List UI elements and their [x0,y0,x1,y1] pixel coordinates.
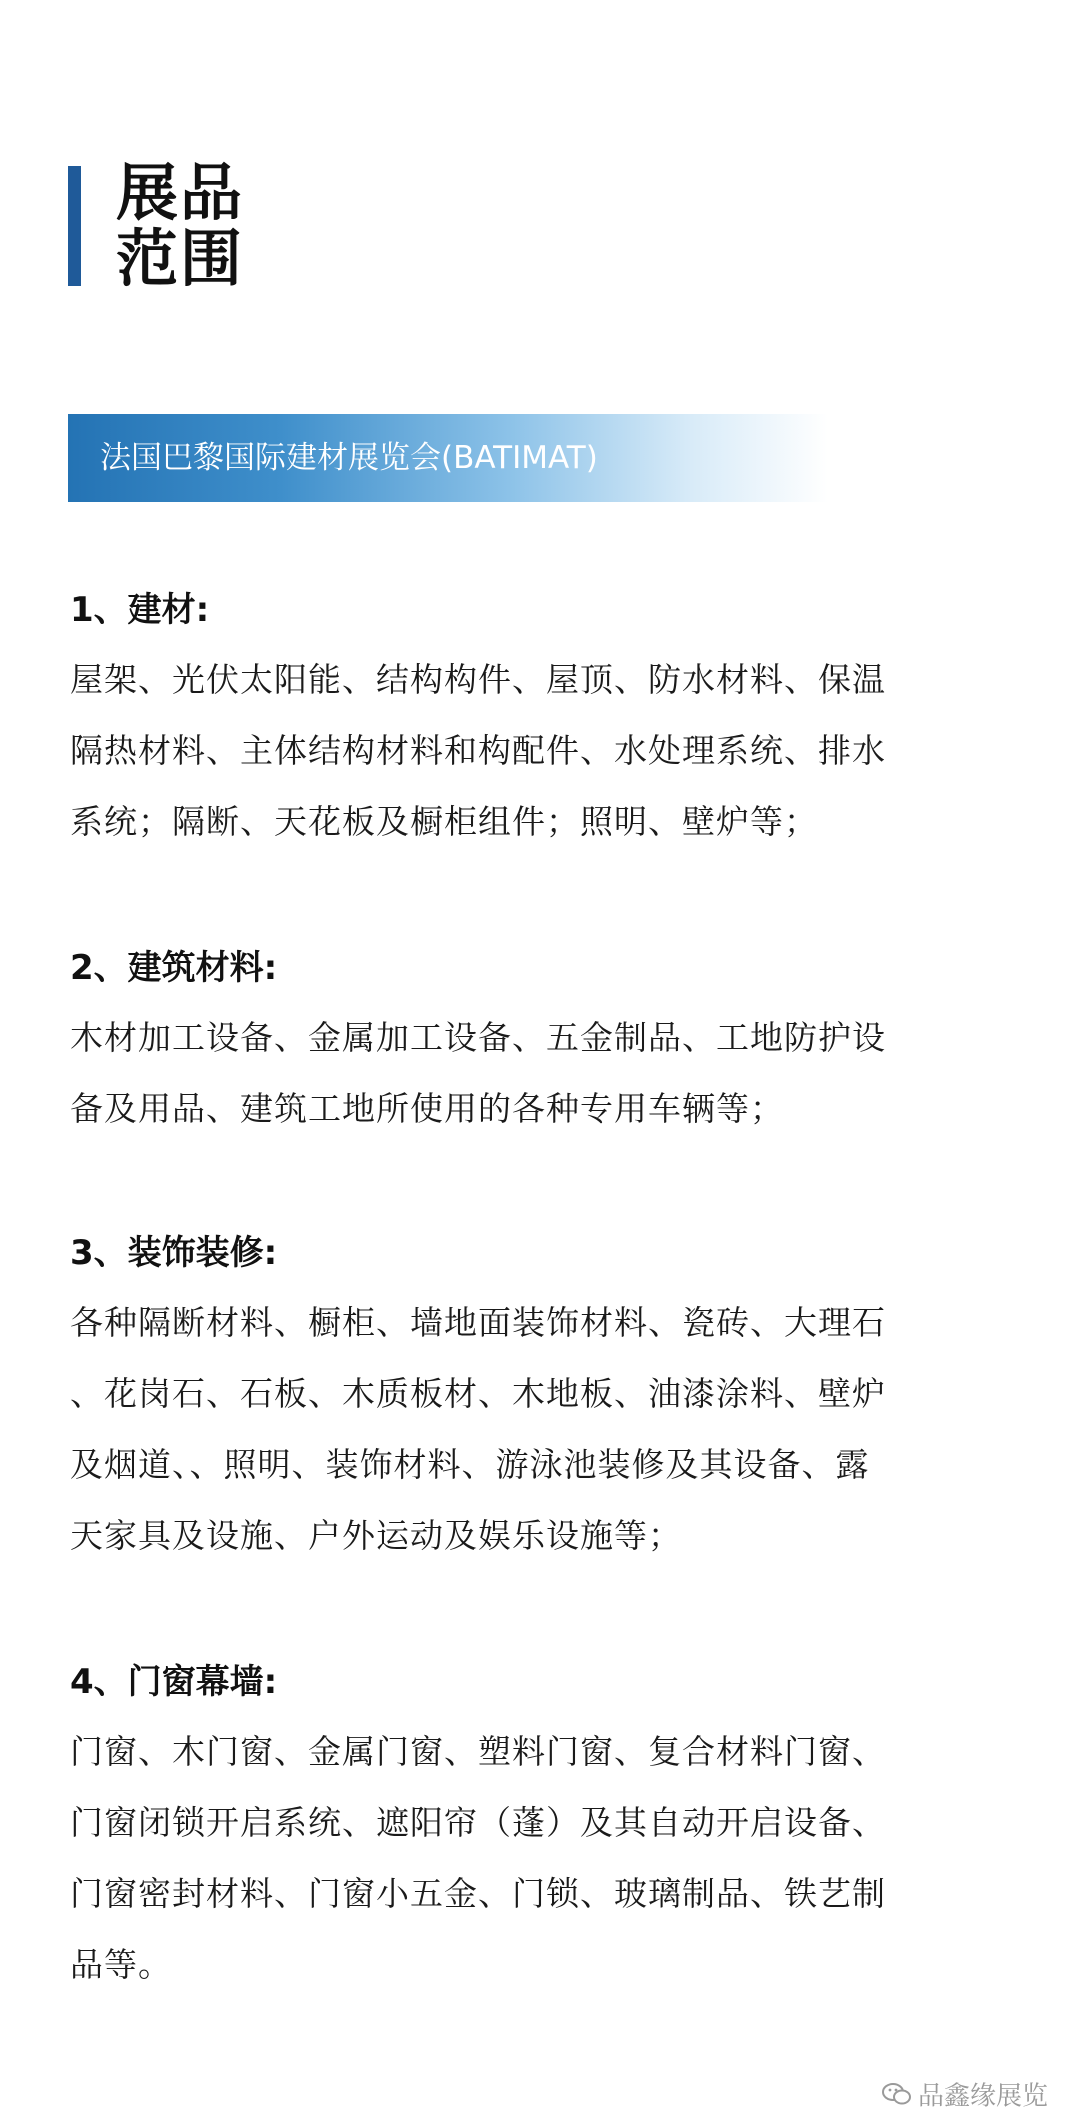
section-line: 及烟道、、照明、装饰材料、游泳池装修及其设备、露 [70,1445,870,1484]
title-accent-bar [68,166,81,286]
section-line: 系统；隔断、天花板及橱柜组件；照明、壁炉等； [70,802,818,841]
section-line: 屋架、光伏太阳能、结构构件、屋顶、防水材料、保温 [70,660,886,699]
title-line-2: 范围 [116,222,245,295]
section-line: 木材加工设备、金属加工设备、五金制品、工地防护设 [70,1018,886,1057]
section-doors-windows [70,1662,1020,2000]
section-construction-materials [70,948,1020,1144]
section-heading: 2、建筑材料: [70,948,278,988]
watermark [882,2082,1048,2112]
section-heading: 1、建材: [70,590,210,630]
banner-title: 法国巴黎国际建材展览会(BATIMAT) [100,440,598,476]
section-line: 备及用品、建筑工地所使用的各种专用车辆等； [70,1089,784,1128]
section-decoration [70,1233,1020,1571]
section-heading: 4、门窗幕墙: [70,1662,278,1702]
watermark-text: 品鑫缘展览 [917,2081,1048,2112]
section-line: 天家具及设施、户外运动及娱乐设施等； [70,1516,682,1555]
title-text [116,156,245,295]
wechat-icon [882,2082,912,2112]
section-building-materials [70,590,1020,857]
section-line: 门窗闭锁开启系统、遮阳帘（蓬）及其自动开启设备、 [70,1803,886,1842]
section-heading: 3、装饰装修: [70,1233,278,1273]
section-line: 门窗密封材料、门窗小五金、门锁、玻璃制品、铁艺制 [70,1874,886,1913]
section-line: 门窗、木门窗、金属门窗、塑料门窗、复合材料门窗、 [70,1732,886,1771]
section-line: 各种隔断材料、橱柜、墙地面装饰材料、瓷砖、大理石 [70,1303,886,1342]
title-line-1: 展品 [116,156,245,229]
exhibition-banner [68,414,828,502]
section-line: 、花岗石、石板、木质板材、木地板、油漆涂料、壁炉 [70,1374,886,1413]
section-line: 隔热材料、主体结构材料和构配件、水处理系统、排水 [70,731,886,770]
section-line: 品等。 [70,1945,172,1984]
